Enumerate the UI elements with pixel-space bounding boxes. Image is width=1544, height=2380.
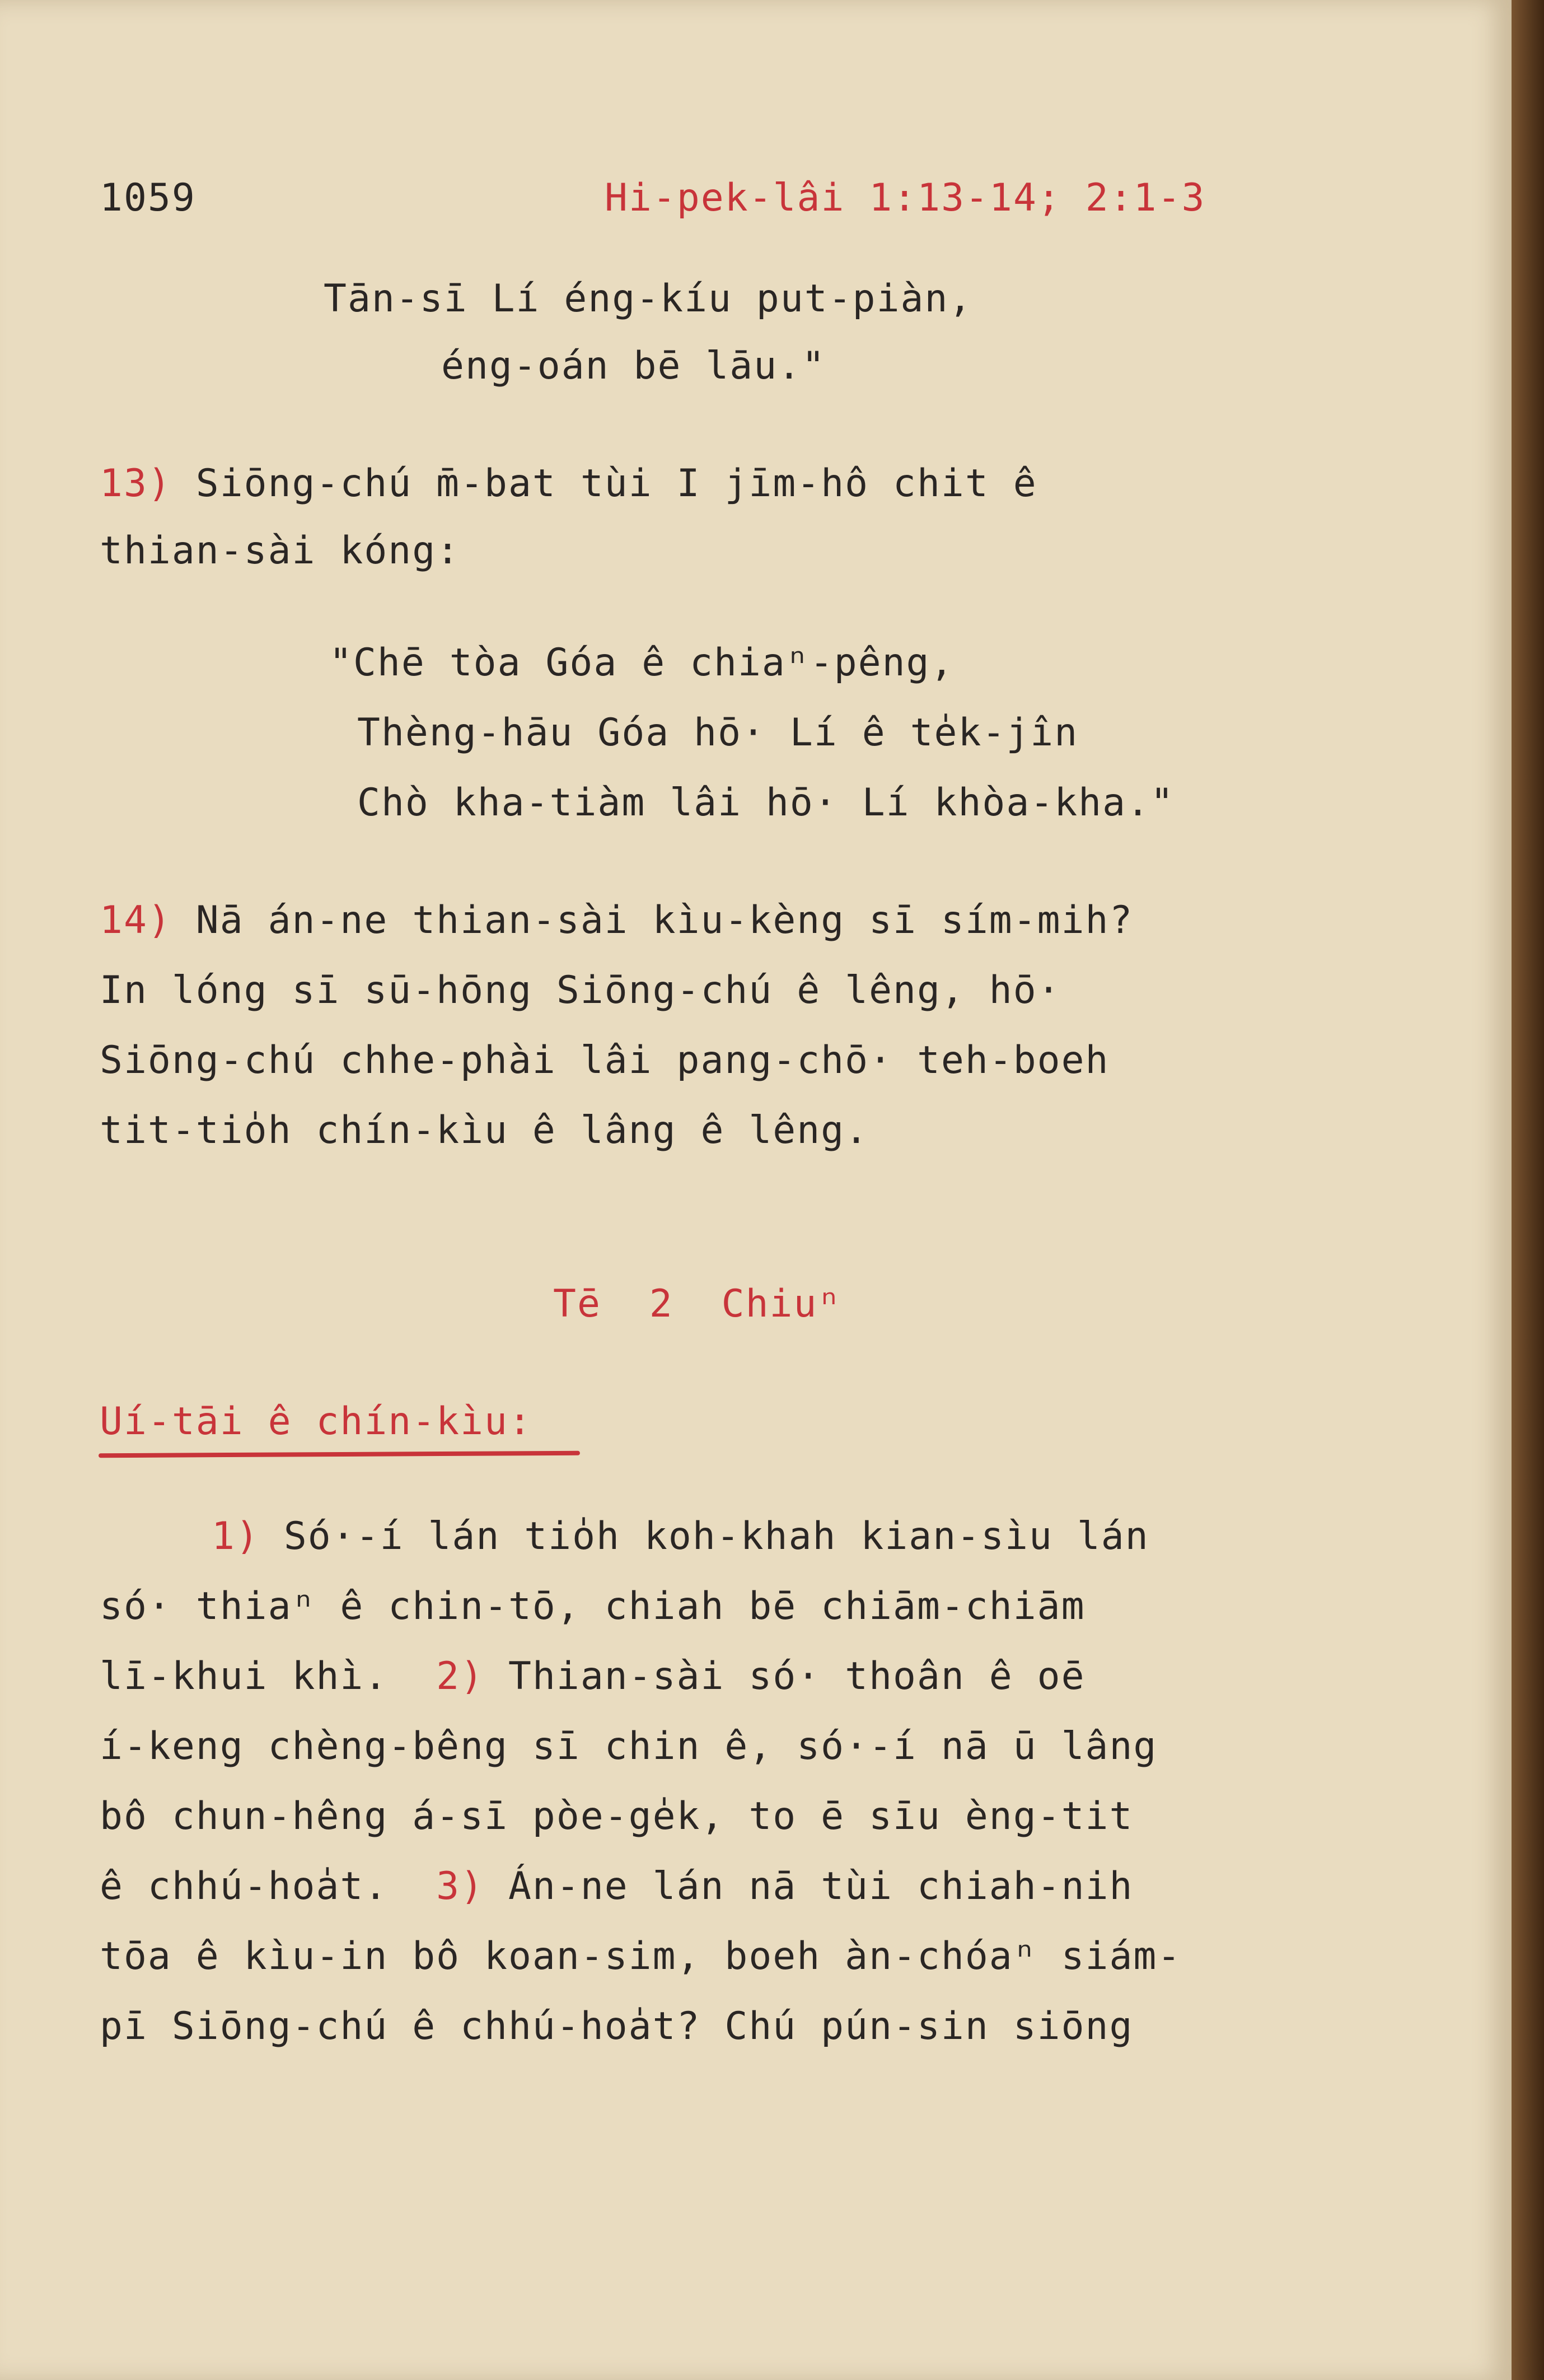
verse-number: 2)	[436, 1654, 485, 1698]
verse-number: 1)	[212, 1514, 260, 1558]
subheading-underline	[99, 1451, 580, 1458]
verse-14-line: tit-tio̍h chín-kìu ê lâng ê lêng.	[100, 1108, 869, 1152]
paragraph-text: lī-khui khì.	[100, 1654, 389, 1698]
section-subheading: Uí-tāi ê chín-kìu:	[100, 1399, 532, 1444]
verse-number: 3)	[436, 1864, 485, 1908]
paragraph-line: í-keng chèng-bêng sī chin ê, só·-í nā ū lâng	[100, 1724, 1158, 1768]
paragraph-line: só· thiaⁿ ê chin-tō, chiah bē chiām-chiām	[100, 1584, 1086, 1628]
book-binding-edge	[1512, 0, 1544, 2380]
chapter-te: Tē	[553, 1282, 601, 1326]
quote-line: Thèng-hāu Góa hō· Lí ê te̍k-jîn	[357, 711, 1079, 755]
verse-number: 14)	[100, 898, 172, 942]
chapter-heading	[553, 1282, 842, 1326]
chapter-chiun: Chiuⁿ	[721, 1282, 842, 1326]
quote-line: Chò kha-tiàm lâi hō· Lí khòa-kha."	[357, 781, 1175, 825]
paragraph-text: ê chhú-hoa̍t.	[100, 1864, 389, 1908]
verse-text: Nā án-ne thian-sài kìu-kèng sī sím-mih?	[195, 898, 1134, 942]
paragraph-line: pī Siōng-chú ê chhú-hoa̍t? Chú pún-sin siōng	[100, 2004, 1134, 2048]
paragraph-line	[100, 1864, 1134, 1908]
chapter-reference: Hi-pek-lâi 1:13-14; 2:1-3	[605, 176, 1206, 220]
verse-13-line	[100, 461, 1037, 506]
paragraph-line: bô chun-hêng á-sī pòe-ge̍k, to ē sīu èng-tit	[100, 1794, 1134, 1838]
verse-text: Siōng-chú m̄-bat tùi I jīm-hô chit ê	[195, 461, 1037, 506]
page-number: 1059	[100, 176, 196, 220]
paragraph-line	[100, 1654, 1086, 1698]
verse-number: 13)	[100, 461, 172, 506]
chapter-number: 2	[649, 1282, 673, 1326]
paragraph-text: Án-ne lán nā tùi chiah-nih	[508, 1864, 1134, 1908]
verse-14-line: Siōng-chú chhe-phài lâi pang-chō· teh-boeh	[100, 1038, 1110, 1082]
verse-14-line: In lóng sī sū-hōng Siōng-chú ê lêng, hō·	[100, 968, 1061, 1012]
verse-14-line	[100, 898, 1134, 942]
poem-line: éng-oán bē lāu."	[441, 344, 826, 388]
quote-line: "Chē tòa Góa ê chiaⁿ-pêng,	[329, 641, 955, 685]
paragraph-line	[212, 1514, 1149, 1558]
paragraph-line: tōa ê kìu-in bô koan-sim, boeh àn-chóaⁿ siám-	[100, 1934, 1182, 1978]
paragraph-text: Só·-í lán tio̍h koh-khah kian-sìu lán	[283, 1514, 1149, 1558]
poem-line: Tān-sī Lí éng-kíu put-piàn,	[324, 277, 973, 321]
verse-13-line: thian-sài kóng:	[100, 529, 461, 573]
paragraph-text: Thian-sài só· thoân ê oē	[508, 1654, 1086, 1698]
